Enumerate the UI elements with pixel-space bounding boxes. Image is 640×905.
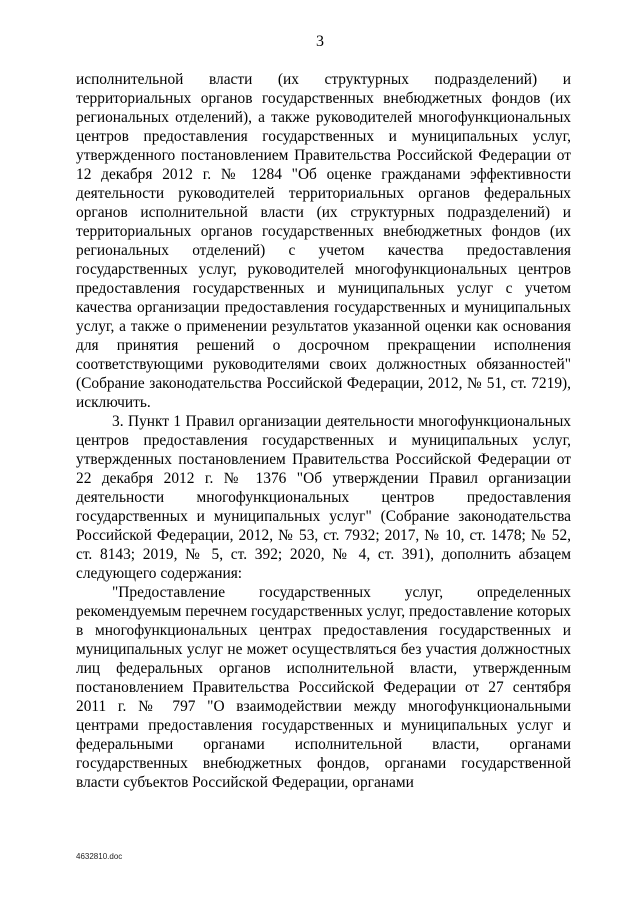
paragraph-item-3: 3. Пункт 1 Правил организации деятельности многофункциональных центров предоставления государственных и муниципальных услуг, утвержденных постановлением Правительства Российской Федерации от 22 декабря 2012 г. № 1376 "Об утверждении Правил организации деятельности многофункциональных центров предоставления государственных и муниципальных услуг" (Собрание законодательства Российской Федерации, 2012, № 53, ст. 7932; 2017, № 10, ст. 1478; № 52, ст. 8143; 2019, № 5, ст. 392; 2020, № 4, ст. 391), дополнить абзацем следующего содержания: [76,413,571,582]
document-file-id: 4632810.doc [76,852,123,861]
paragraph-continuation: исполнительной власти (их структурных подразделений) и территориальных органов государственных внебюджетных фондов (их региональных отделений), а также руководителей многофункциональных центров предоставления государственных и муниципальных услуг, утвержденного постановлением Правительства Российской Федерации от 12 декабря 2012 г. № 1284 "Об оценке гражданами эффективности деятельности руководителей территориальных органов федеральных органов исполнительной власти (их структурных подразделений) и территориальных органов государственных внебюджетных фондов (их региональных отделений) с учетом качества предоставления государственных услуг, руководителей многофункциональных центров предоставления государственных и муниципальных услуг с учетом качества организации предоставления государственных и муниципальных услуг, а также о применении результатов указанной оценки как основания для принятия решений о досрочном прекращении исполнения соответствующими руководителями своих должностных обязанностей" (Собрание законодательства Российской Федерации, 2012, № 51, ст. 7219), исключить. [76,71,571,411]
page-number: 3 [316,33,324,50]
document-body [76,70,571,792]
paragraph-quoted-addition: "Предоставление государственных услуг, определенных рекомендуемым перечнем государственных услуг, предоставление которых в многофункциональных центрах предоставления государственных и муниципальных услуг не может осуществляться без участия должностных лиц федеральных органов исполнительной власти, утвержденным постановлением Правительства Российской Федерации от 27 сентября 2011 г. № 797 "О взаимодействии между многофункциональными центрами предоставления государственных и муниципальных услуг и федеральными органами исполнительной власти, органами государственных внебюджетных фондов, органами государственной власти субъектов Российской Федерации, органами [76,584,571,791]
